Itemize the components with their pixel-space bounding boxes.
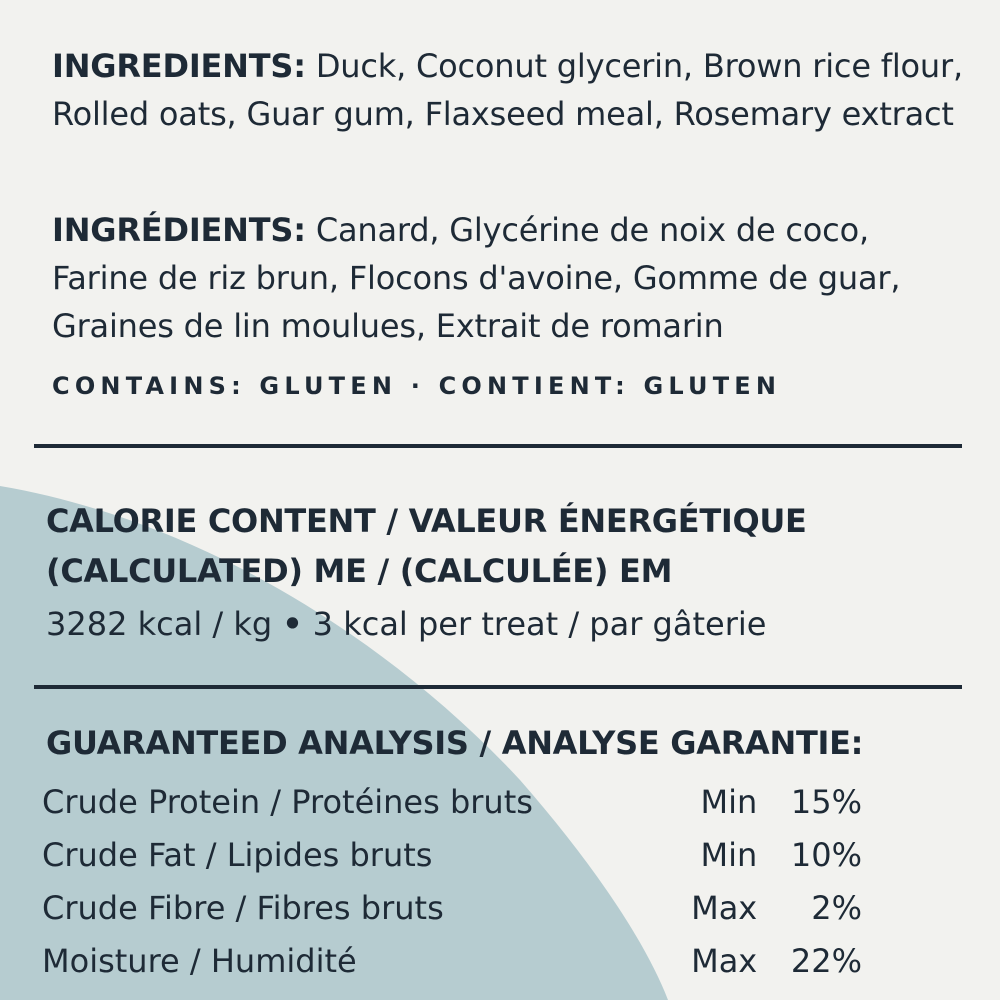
calorie-heading-line1: CALORIE CONTENT / VALEUR ÉNERGÉTIQUE: [46, 502, 807, 540]
divider-top: [34, 444, 962, 448]
ingredients-french: [52, 206, 972, 350]
calorie-values: [46, 600, 966, 648]
analysis-name: Crude Protein / Protéines bruts: [42, 782, 533, 821]
ingredients-english: [52, 42, 972, 138]
allergen-separator: ·: [410, 372, 426, 400]
analysis-row-fat: [42, 828, 862, 881]
ingredients-french-label: INGRÉDIENTS:: [52, 211, 306, 249]
analysis-row-protein: [42, 775, 862, 828]
contains-english: CONTAINS: GLUTEN: [52, 372, 398, 400]
ingredients-english-label: INGREDIENTS:: [52, 47, 306, 85]
calorie-heading: [46, 496, 996, 596]
bullet-separator: •: [282, 605, 303, 643]
analysis-kind: Max: [691, 888, 758, 927]
analysis-value: 10%: [790, 835, 862, 874]
calorie-heading-line2: (CALCULATED) ME / (CALCULÉE) EM: [46, 552, 673, 590]
analysis-value: 22%: [790, 941, 862, 980]
analysis-name: Crude Fat / Lipides bruts: [42, 835, 433, 874]
analysis-name: Moisture / Humidité: [42, 941, 357, 980]
analysis-kind: Max: [691, 941, 758, 980]
analysis-kind: Min: [700, 782, 758, 821]
calorie-per-treat: 3 kcal per treat / par gâterie: [312, 605, 767, 643]
calorie-per-kg: 3282 kcal / kg: [46, 605, 273, 643]
analysis-table: [42, 775, 862, 987]
divider-bottom: [34, 685, 962, 689]
allergen-statement: [52, 372, 992, 400]
ingredients-french-text: Canard, Glycérine de noix de coco, Farine de riz brun, Flocons d'avoine, Gomme de guar, Graines de lin moulues, Extrait de romarin: [52, 211, 901, 345]
analysis-heading: GUARANTEED ANALYSIS / ANALYSE GARANTIE:: [46, 724, 864, 762]
analysis-value: 15%: [790, 782, 862, 821]
analysis-value: 2%: [811, 888, 862, 927]
contains-french: CONTIENT: GLUTEN: [438, 372, 782, 400]
analysis-name: Crude Fibre / Fibres bruts: [42, 888, 444, 927]
ingredients-english-text: Duck, Coconut glycerin, Brown rice flour, Rolled oats, Guar gum, Flaxseed meal, Rosemary extract: [52, 47, 963, 133]
analysis-row-moisture: [42, 934, 862, 987]
analysis-kind: Min: [700, 835, 758, 874]
analysis-row-fibre: [42, 881, 862, 934]
